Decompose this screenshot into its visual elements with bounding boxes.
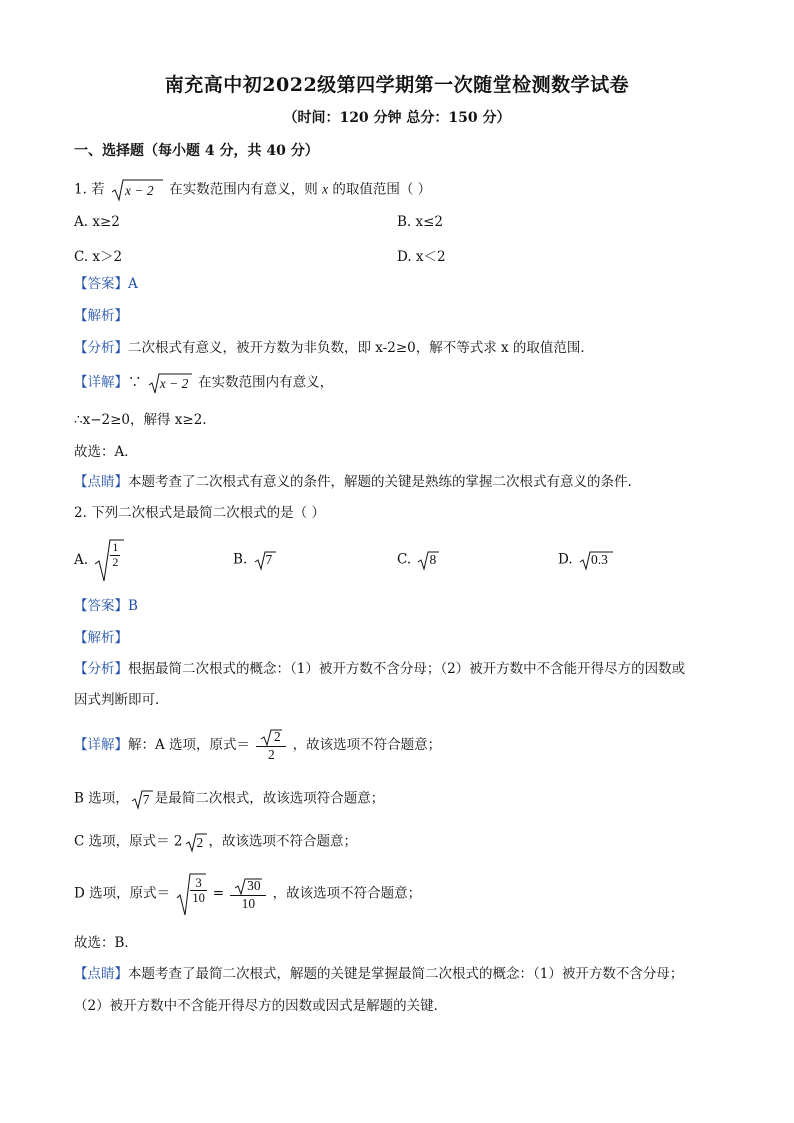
q2-option-c: [397, 550, 441, 570]
radical-sign-icon: [260, 728, 282, 746]
q2-dianjing-line1: [74, 966, 683, 984]
q1-number: 1. 若: [74, 181, 105, 198]
dianjing-tag: 【点睛】: [74, 474, 128, 490]
because-symbol: ∵: [128, 374, 142, 391]
q1-stem-text: 在实数范围内有意义，则: [169, 181, 318, 198]
sqrt30-radicand: 30: [247, 877, 261, 893]
q2-dianjing-line2: （2）被开方数中不含能开得尽方的因数或因式是解题的关键．: [74, 998, 448, 1014]
q1-option-b: B. x≤2: [397, 214, 444, 230]
q1-step: ∴x−2≥0，解得 x≥2.: [74, 412, 207, 428]
q2-xiangjie-a: [74, 728, 441, 763]
section-heading: 一、选择题（每小题 4 分，共 40 分）: [74, 143, 319, 159]
q1-radicand: x − 2: [124, 183, 154, 198]
q1-answer: 【答案】A: [74, 276, 138, 292]
sqrt30-radical: [234, 877, 262, 895]
q1-xiangjie-text: 在实数范围内有意义，: [198, 374, 334, 391]
q1-variable: x: [322, 181, 329, 197]
q1-option-d: D. x＜2: [397, 249, 446, 265]
q2-answer: 【答案】B: [74, 598, 138, 614]
q2-line-d-prefix: D 选项，原式＝: [74, 885, 171, 902]
q2-option-b-radical: [254, 550, 276, 570]
q2-line-b-suffix: 是最简二次根式，故该选项符合题意；: [154, 790, 385, 807]
q1-option-c: C. x＞2: [74, 249, 123, 265]
sqrt2-radicand: 2: [196, 835, 204, 850]
q2-option-d-label: D.: [558, 551, 573, 568]
fraction-numerator: 3: [190, 876, 207, 891]
q2-line-a-fraction: [256, 728, 286, 763]
q2-line-a-prefix: 解：A 选项，原式＝: [128, 736, 251, 753]
radical-sign-icon: [579, 550, 613, 570]
q1-fenxi: [74, 340, 594, 358]
q2-option-c-radicand: 8: [429, 552, 437, 567]
q2-fenxi-line2: 因式判断即可．: [74, 692, 169, 708]
fenxi-tag: 【分析】: [74, 340, 128, 356]
q2-line-b-prefix: B 选项，: [74, 790, 129, 807]
equals-sign: =: [212, 885, 225, 902]
q1-choice: 故选：A．: [74, 444, 138, 460]
q2-option-a-radical: [94, 538, 124, 582]
fenxi-tag: 【分析】: [74, 661, 128, 677]
q2-option-c-label: C.: [397, 551, 412, 568]
fraction-denominator: 10: [192, 891, 205, 906]
radical-sign-icon: [185, 832, 207, 852]
q2-option-b-label: B.: [233, 551, 248, 568]
radical-sign-icon: [417, 550, 439, 570]
fraction-numerator: [256, 728, 286, 747]
fraction-numerator: 1: [112, 540, 119, 554]
sqrt-frac-radical: [176, 872, 206, 916]
q1-analysis-heading: 【解析】: [74, 308, 128, 324]
q2-line-c-prefix: C 选项，原式＝ 2: [74, 833, 183, 850]
q2-fenxi-line1: [74, 661, 685, 679]
q2-option-a: [74, 538, 126, 582]
q1-xiangjie-radicand: x − 2: [159, 376, 189, 391]
radical-sign-icon: [111, 178, 163, 202]
q1-xiangjie-radical: [148, 372, 192, 394]
dianjing-tag: 【点睛】: [74, 966, 128, 982]
q2-xiangjie-c: [74, 832, 357, 852]
q2-line-c-suffix: ，故该选项不符合题意；: [208, 833, 358, 850]
q1-fenxi-text: 二次根式有意义，被开方数为非负数，即 x-2≥0，解不等式求 x 的取值范围．: [128, 340, 594, 356]
q1-dianjing: [74, 474, 632, 492]
q2-line-a-suffix: ，故该选项不符合题意；: [292, 736, 442, 753]
fraction-denominator: 2: [267, 747, 275, 762]
sqrt7-radical: [131, 789, 153, 809]
sqrt2-radicand: 2: [273, 729, 281, 744]
q2-option-b-radicand: 7: [265, 552, 273, 567]
radical-sign-icon: [148, 372, 192, 394]
xiangjie-tag: 【详解】: [74, 736, 128, 753]
fraction-numerator: [230, 877, 266, 896]
q2-xiangjie-d: [74, 872, 421, 916]
xiangjie-tag: 【详解】: [74, 374, 128, 391]
sqrt7-radicand: 7: [142, 792, 150, 807]
q2-stem: 2. 下列二次根式是最简二次根式的是（ ）: [74, 505, 325, 521]
q2-dianjing-text-1: 本题考查了最简二次根式，解题的关键是掌握最简二次根式的概念：（1）被开方数不含分母；: [128, 966, 684, 982]
fraction-denominator: 10: [241, 895, 256, 911]
q1-option-a: A. x≥2: [74, 214, 120, 230]
q1-stem: [74, 178, 431, 202]
q2-xiangjie-b: [74, 789, 384, 809]
radical-sign-icon: [131, 789, 153, 809]
q2-option-a-label: A.: [74, 552, 89, 568]
q2-choice: 故选：B．: [74, 935, 138, 951]
q1-radical: [111, 178, 163, 202]
q2-option-d-radicand: 0.3: [590, 552, 608, 567]
q2-option-a-fraction: [110, 541, 120, 570]
sqrt2-radical: [185, 832, 207, 852]
q2-fenxi-text-1: 根据最简二次根式的概念：（1）被开方数不含分母；（2）被开方数中不含能开得尽方的因数或: [128, 661, 686, 677]
q2-option-d: [558, 550, 615, 570]
q2-analysis-heading: 【解析】: [74, 630, 128, 646]
q2-option-c-radical: [417, 550, 439, 570]
q2-line-d-fraction1: [190, 876, 207, 906]
radical-sign-icon: [234, 877, 262, 895]
fraction-denominator: 2: [112, 554, 119, 569]
q1-stem-end: 的取值范围（ ）: [332, 181, 432, 198]
q2-option-b: [233, 550, 278, 570]
q1-dianjing-text: 本题考查了二次根式有意义的条件，解题的关键是熟练的掌握二次根式有意义的条件.: [128, 474, 632, 490]
exam-title: 南充高中初2022级第四学期第一次随堂检测数学试卷: [164, 74, 630, 96]
q2-option-d-radical: [579, 550, 613, 570]
exam-subtitle: （时间：120 分钟 总分：150 分）: [283, 110, 511, 126]
q2-line-d-fraction2: [230, 877, 266, 912]
q2-line-d-suffix: ，故该选项不符合题意；: [272, 885, 422, 902]
sqrt2-radical: [260, 728, 282, 746]
radical-sign-icon: [254, 550, 276, 570]
q1-xiangjie: [74, 372, 333, 394]
